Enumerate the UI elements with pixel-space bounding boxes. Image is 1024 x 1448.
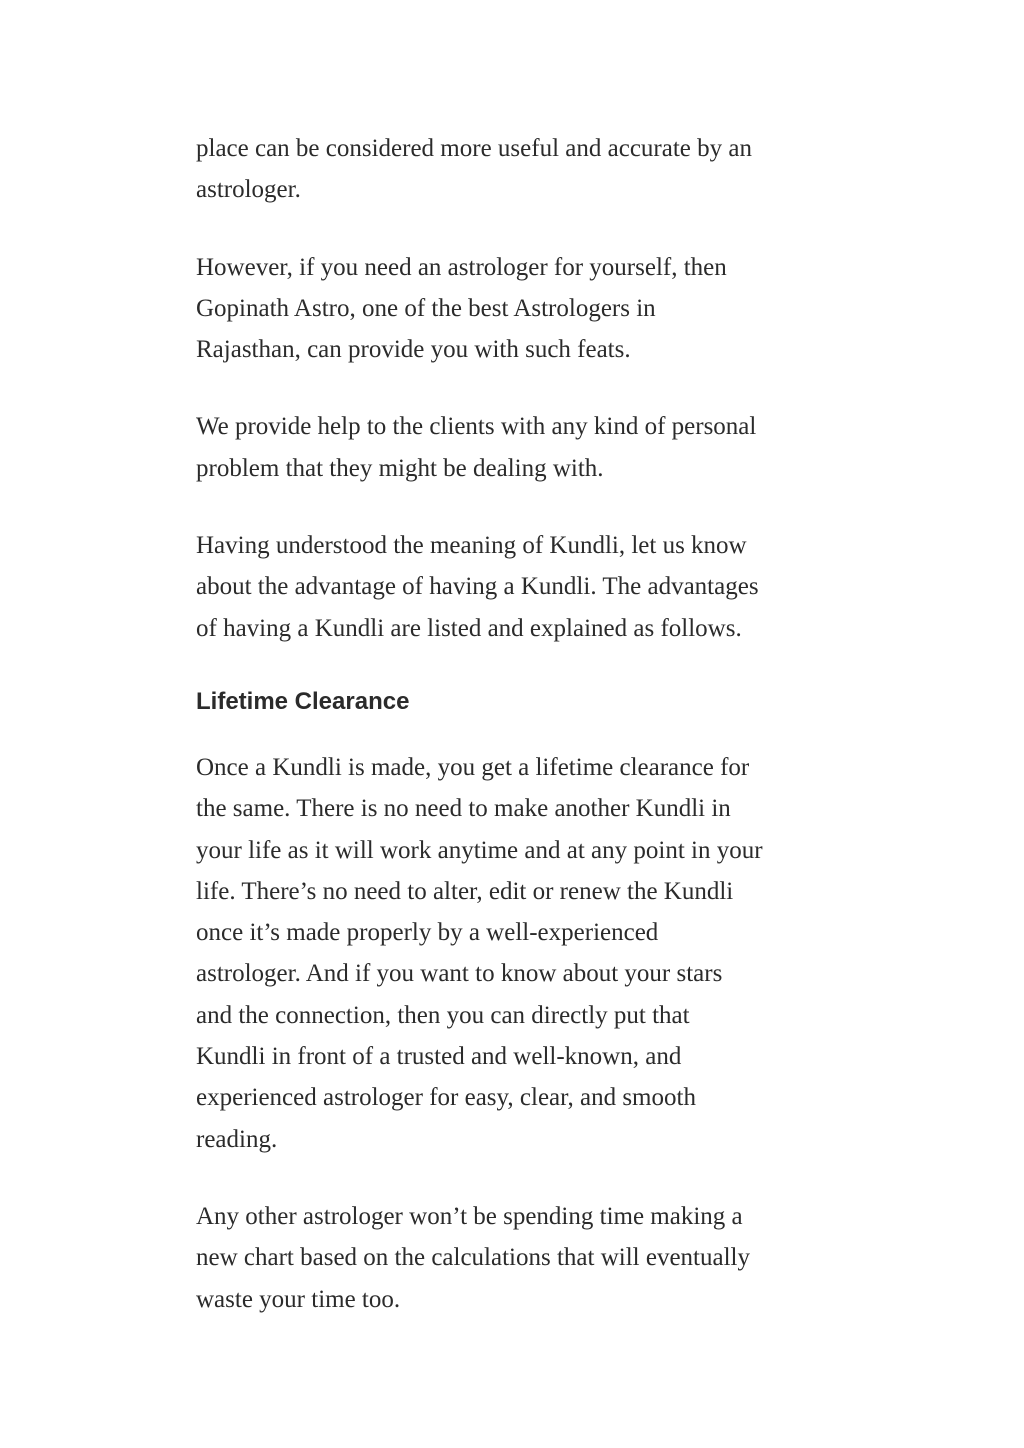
text-line: the same. There is no need to make another Kundli in (196, 795, 731, 823)
section-heading-lifetime-clearance: Lifetime Clearance (196, 687, 410, 715)
text-line: Any other astrologer won’t be spending time making a (196, 1202, 743, 1230)
text-line: life. There’s no need to alter, edit or renew the Kundli (196, 877, 734, 905)
text-line: astrologer. And if you want to know about your stars (196, 960, 723, 988)
text-line: Kundli in front of a trusted and well-known, and (196, 1043, 682, 1071)
text-line: Rajasthan, can provide you with such feats. (196, 336, 631, 364)
paragraph-lifetime-clearance (196, 747, 836, 1160)
text-line: of having a Kundli are listed and explained as follows. (196, 614, 742, 642)
text-line: We provide help to the clients with any kind of personal (196, 413, 757, 441)
article-body (196, 128, 836, 1356)
text-line: about the advantage of having a Kundli. The advantages (196, 573, 759, 601)
text-line: and the connection, then you can directly put that (196, 1001, 690, 1029)
text-line: However, if you need an astrologer for yourself, then (196, 253, 727, 281)
paragraph-client-help (196, 406, 836, 489)
text-line: Having understood the meaning of Kundli, let us know (196, 532, 747, 560)
text-line: experienced astrologer for easy, clear, and smooth (196, 1084, 696, 1112)
text-line: place can be considered more useful and accurate by an (196, 135, 752, 162)
text-line: waste your time too. (196, 1285, 401, 1313)
paragraph-astrologer-usefulness (196, 128, 836, 211)
text-line: problem that they might be dealing with. (196, 454, 604, 482)
text-line: Once a Kundli is made, you get a lifetime clearance for (196, 753, 750, 781)
paragraph-kundli-advantages-intro (196, 525, 836, 649)
text-line: astrologer. (196, 176, 301, 204)
text-line: your life as it will work anytime and at any point in your (196, 836, 763, 864)
text-line: reading. (196, 1125, 278, 1153)
text-line: new chart based on the calculations that will eventually (196, 1244, 750, 1272)
text-line: Gopinath Astro, one of the best Astrologers in (196, 294, 656, 322)
paragraph-gopinath-astro (196, 247, 836, 371)
text-line: once it’s made properly by a well-experienced (196, 919, 659, 947)
paragraph-other-astrologers (196, 1196, 836, 1320)
